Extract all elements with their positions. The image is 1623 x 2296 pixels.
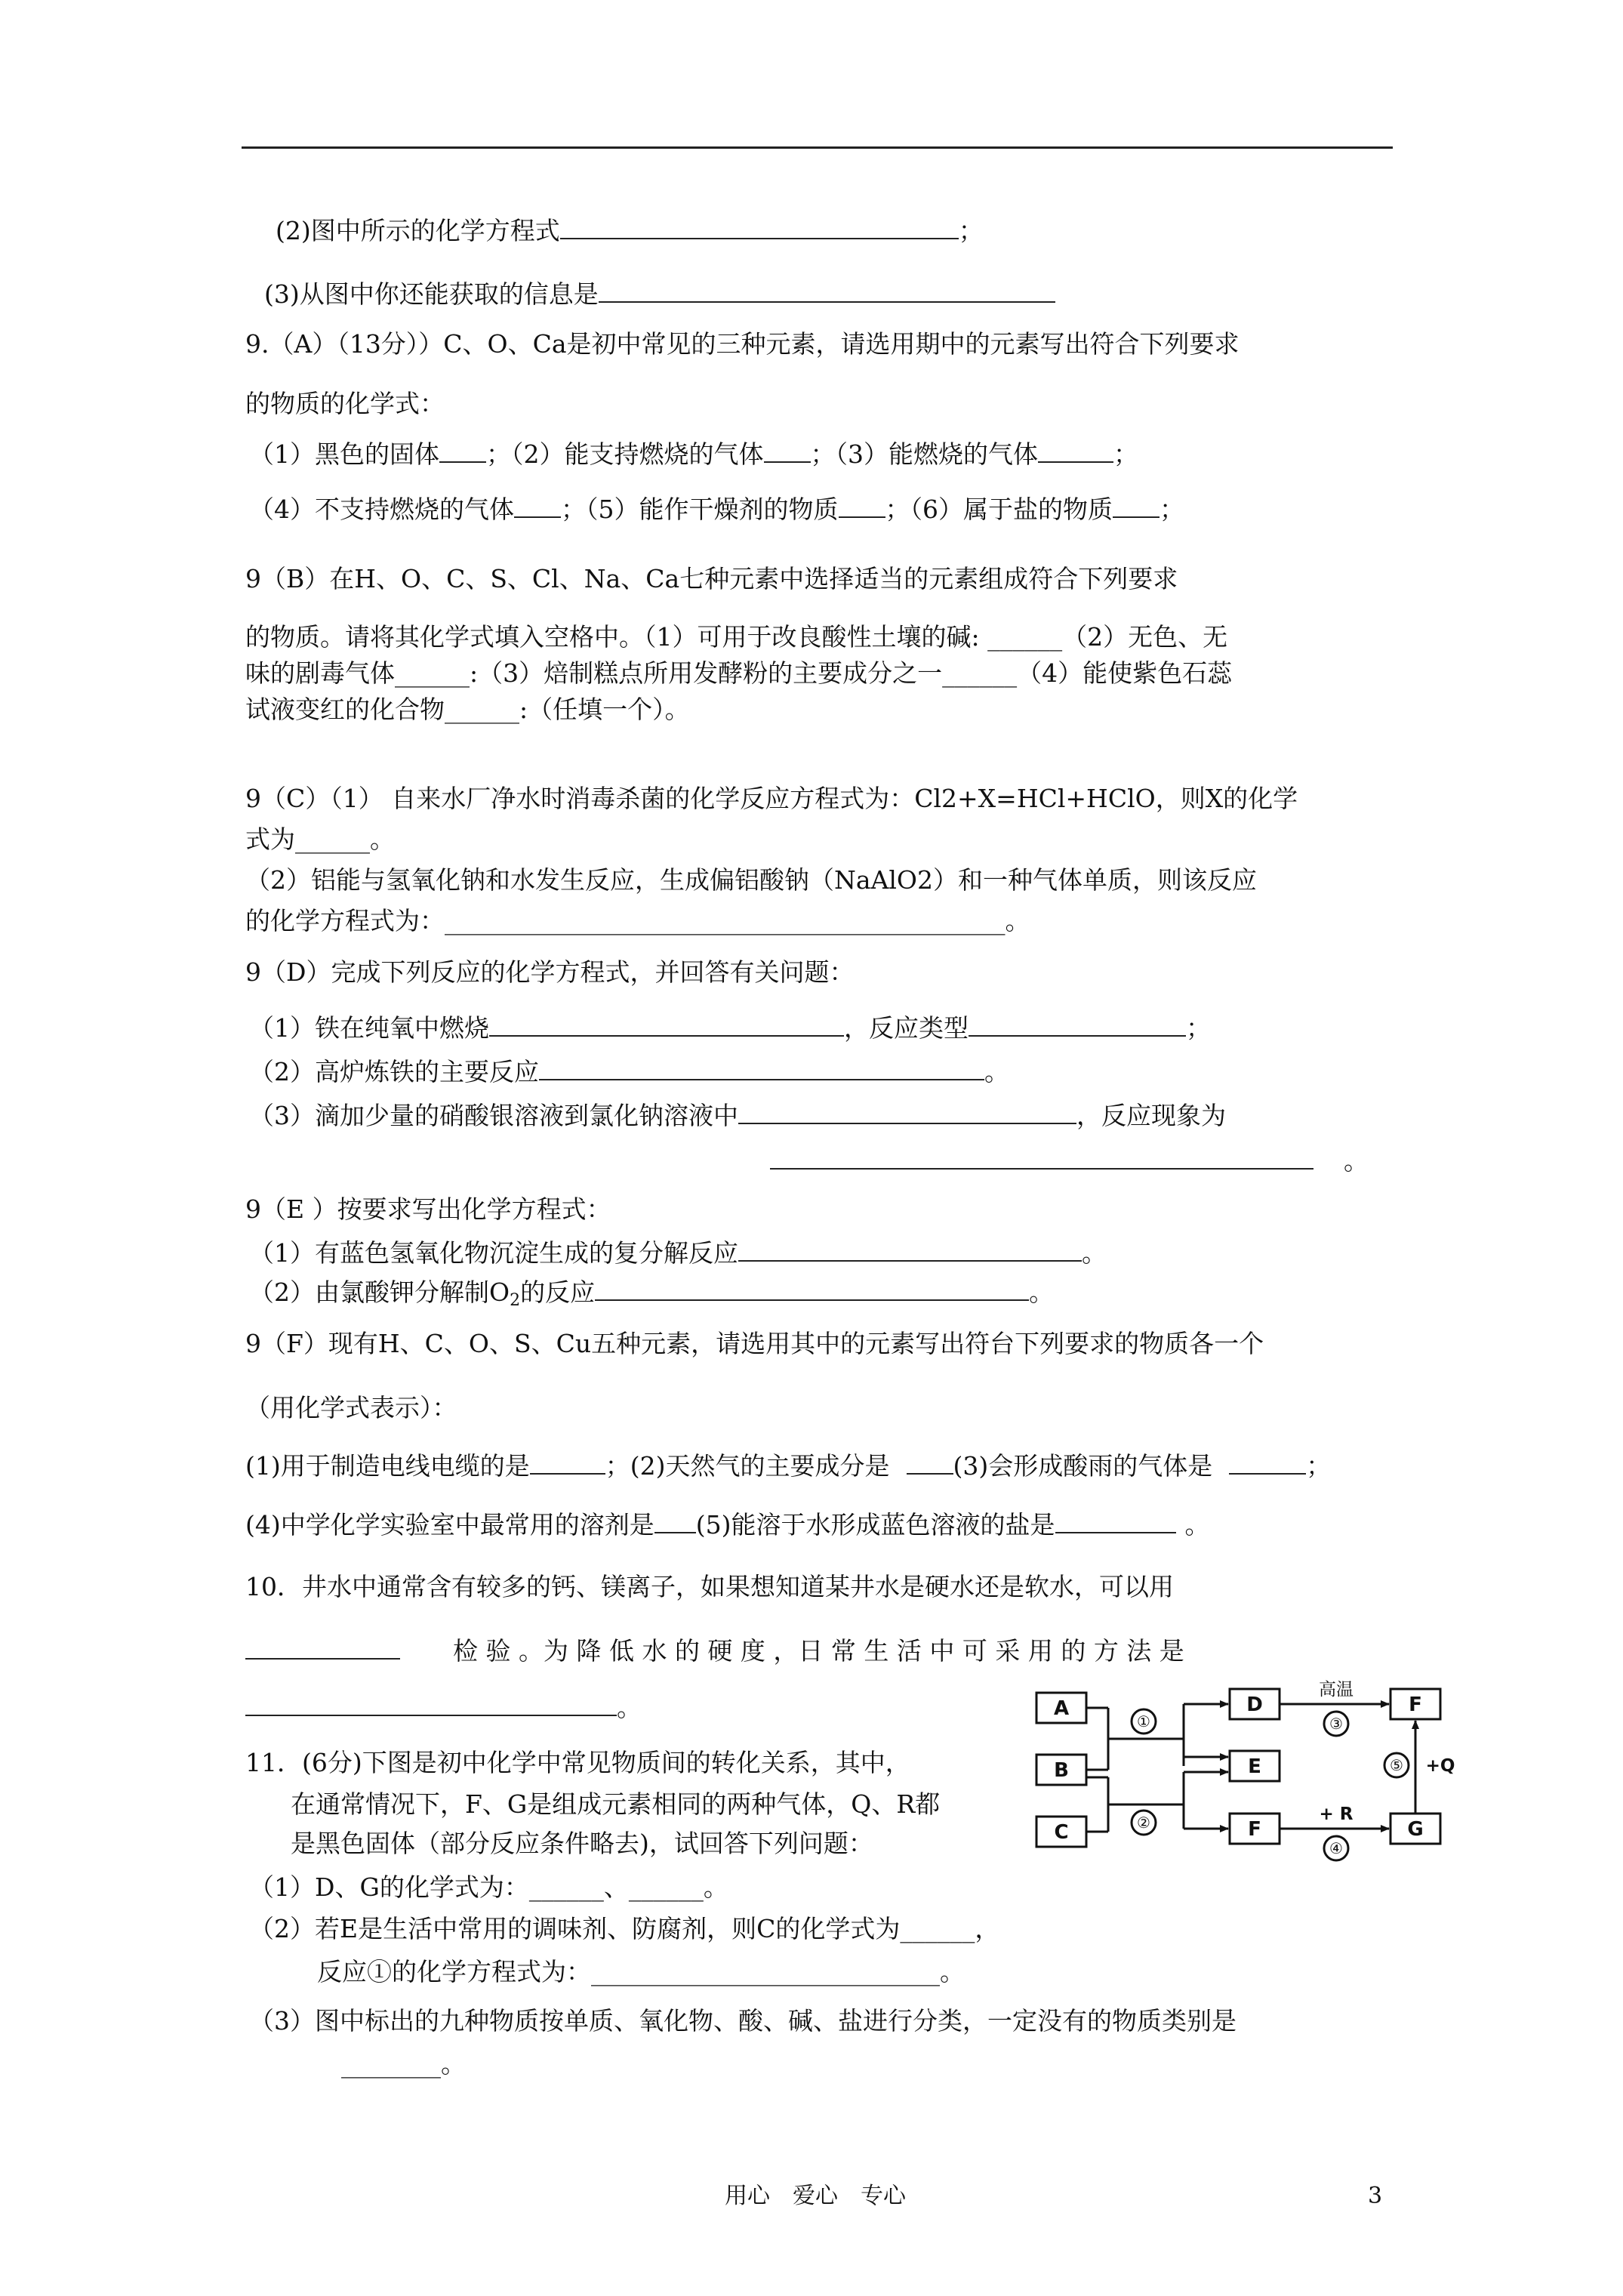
step-label-2: ② (1137, 1814, 1150, 1832)
reagent-plus-r: + R (1319, 1804, 1354, 1824)
answer-blank[interactable] (245, 1635, 400, 1660)
q11-line1: 11．(6分)下图是初中化学中常见物质间的转化关系，其中， (245, 1748, 910, 1777)
step-label-4: ④ (1329, 1839, 1343, 1857)
step-label-1: ① (1137, 1712, 1150, 1730)
node-a: A (1053, 1697, 1070, 1720)
q9b-line1: 9（B）在H、O、C、S、Cl、Na、Ca七种元素中选择适当的元素组成符合下列要求 (245, 564, 1178, 593)
q9c-line4: 的化学方程式为：_____________________________________________。 (245, 906, 1030, 935)
answer-blank[interactable] (599, 279, 1055, 303)
q11-line6: 反应①的化学方程式为：____________________________。 (317, 1957, 965, 1986)
step-label-3: ③ (1329, 1715, 1343, 1733)
q11-line3: 是黑色固体（部分反应条件略去)，试回答下列问题： (291, 1829, 873, 1858)
q9d-line2: （1）铁在纯氧中燃烧 ，反应类型 ； (249, 1013, 1211, 1043)
node-e: E (1248, 1755, 1261, 1778)
answer-blank[interactable] (738, 1100, 1076, 1124)
answer-blank[interactable] (530, 1450, 605, 1475)
q9a-line1: 9.（A）（13分））C、O、Ca是初中常见的三种元素，请选用期中的元素写出符合下列要求 (245, 329, 1240, 359)
q9f-line2: （用化学式表示）： (245, 1393, 457, 1422)
q9b-line3: 味的剧毒气体______:（3）焙制糕点所用发酵粉的主要成分之一______（4）能使紫色石蕊 (245, 658, 1233, 688)
answer-blank[interactable] (539, 1056, 984, 1080)
answer-blank[interactable] (839, 494, 885, 518)
q9d-line5: 。 (770, 1145, 1369, 1178)
node-b: B (1054, 1759, 1069, 1782)
answer-blank[interactable] (764, 439, 811, 463)
q9e-line2: （1）有蓝色氢氧化物沉淀生成的复分解反应 。 (249, 1238, 1107, 1268)
q11-line8: ________。 (341, 2049, 466, 2079)
q8-part3: (3)从图中你还能获取的信息是 (264, 278, 1055, 311)
q9e-line3: （2）由氯酸钾分解制$O_2$的反应 。 (249, 1277, 1055, 1310)
answer-blank[interactable] (907, 1450, 953, 1475)
answer-blank[interactable] (1055, 1509, 1176, 1533)
q9f-line4: (4)中学化学实验室中最常用的溶剂是 (5)能溶于水形成蓝色溶液的盐是 。 (245, 1510, 1210, 1539)
answer-blank[interactable] (595, 1277, 1029, 1301)
q11-line2: 在通常情况下，F、G是组成元素相同的两种气体，Q、R都 (291, 1789, 941, 1819)
answer-blank[interactable] (514, 494, 561, 518)
condition-high-temp: 高温 (1319, 1680, 1354, 1700)
node-f-lower: F (1248, 1818, 1261, 1841)
q10-line3: 。 (245, 1691, 642, 1724)
q9d-line1: 9（D）完成下列反应的化学方程式，并回答有关问题： (245, 957, 855, 987)
q9f-line3: (1)用于制造电线电缆的是 ；(2)天然气的主要成分是 (3)会形成酸雨的气体是 ； (245, 1451, 1332, 1481)
q9a-line3: （1）黑色的固体 ；（2）能支持燃烧的气体 ；（3）能燃烧的气体 ； (249, 439, 1138, 469)
node-d: D (1246, 1693, 1263, 1716)
q8-part2: (2)图中所示的化学方程式 ； (276, 216, 984, 245)
q9d-line3: （2）高炉炼铁的主要反应 。 (249, 1057, 1009, 1086)
step-label-5: ⑤ (1390, 1756, 1403, 1774)
answer-blank[interactable] (770, 1145, 1313, 1170)
node-c: C (1054, 1821, 1069, 1844)
q11-line7: （3）图中标出的九种物质按单质、氧化物、酸、碱、盐进行分类，一定没有的物质类别是 (249, 2006, 1236, 2036)
answer-blank[interactable] (245, 1692, 617, 1716)
q9b-line2: 的物质。请将其化学式填入空格中。（1）可用于改良酸性土壤的碱: ______（2）无色、无 (245, 622, 1228, 652)
q10-line2: 检 验 。为 降 低 水 的 硬 度 ，日 常 生 活 中 可 采 用 的 方 法 是 (245, 1635, 1184, 1668)
q9a-line4: （4）不支持燃烧的气体 ；（5）能作干燥剂的物质 ；（6）属于盐的物质 ； (249, 495, 1184, 524)
answer-blank[interactable] (439, 439, 486, 463)
answer-blank[interactable] (738, 1237, 1082, 1262)
q9e-line1: 9（E ）按要求写出化学方程式： (245, 1194, 611, 1224)
header-rule (242, 146, 1393, 149)
q10-line1: 10．井水中通常含有较多的钙、镁离子，如果想知道某井水是硬水还是软水，可以用 (245, 1572, 1174, 1601)
answer-blank[interactable] (1229, 1450, 1306, 1475)
reaction-flow-diagram (1034, 1676, 1457, 1872)
q9b-line4: 试液变红的化合物______:（任填一个）。 (245, 695, 690, 724)
q9c-line2: 式为______。 (245, 824, 395, 854)
answer-blank[interactable] (1113, 494, 1160, 518)
page-number: 3 (1368, 2183, 1383, 2209)
answer-blank[interactable] (560, 215, 959, 239)
q9f-line1: 9（F）现有H、C、O、S、Cu五种元素，请选用其中的元素写出符台下列要求的物质各一个 (245, 1329, 1264, 1358)
footer-motto: 用心 爱心 专心 (725, 2183, 906, 2209)
node-f-upper: F (1409, 1693, 1422, 1716)
q11-line4: （1）D、G的化学式为：______、______。 (249, 1872, 728, 1902)
answer-blank[interactable] (489, 1012, 844, 1037)
reagent-plus-q: +Q (1425, 1756, 1455, 1776)
q11-line5: （2）若E是生活中常用的调味剂、防腐剂，则C的化学式为______， (249, 1914, 1000, 1943)
q9c-line1: 9（C）（1） 自来水厂净水时消毒杀菌的化学反应方程式为：Cl2+X=HCl+HClO，则X的化学 (245, 784, 1298, 813)
node-g: G (1407, 1818, 1424, 1841)
q9a-line2: 的物质的化学式： (245, 389, 445, 418)
answer-blank[interactable] (1038, 439, 1113, 463)
q9d-line4: （3）滴加少量的硝酸银溶液到氯化钠溶液中 ，反应现象为 (249, 1101, 1226, 1130)
answer-blank[interactable] (654, 1509, 696, 1533)
answer-blank[interactable] (969, 1012, 1186, 1037)
q9c-line3: （2）铝能与氢氧化钠和水发生反应，生成偏铝酸钠（NaAlO2）和一种气体单质，则该反应 (245, 865, 1257, 895)
